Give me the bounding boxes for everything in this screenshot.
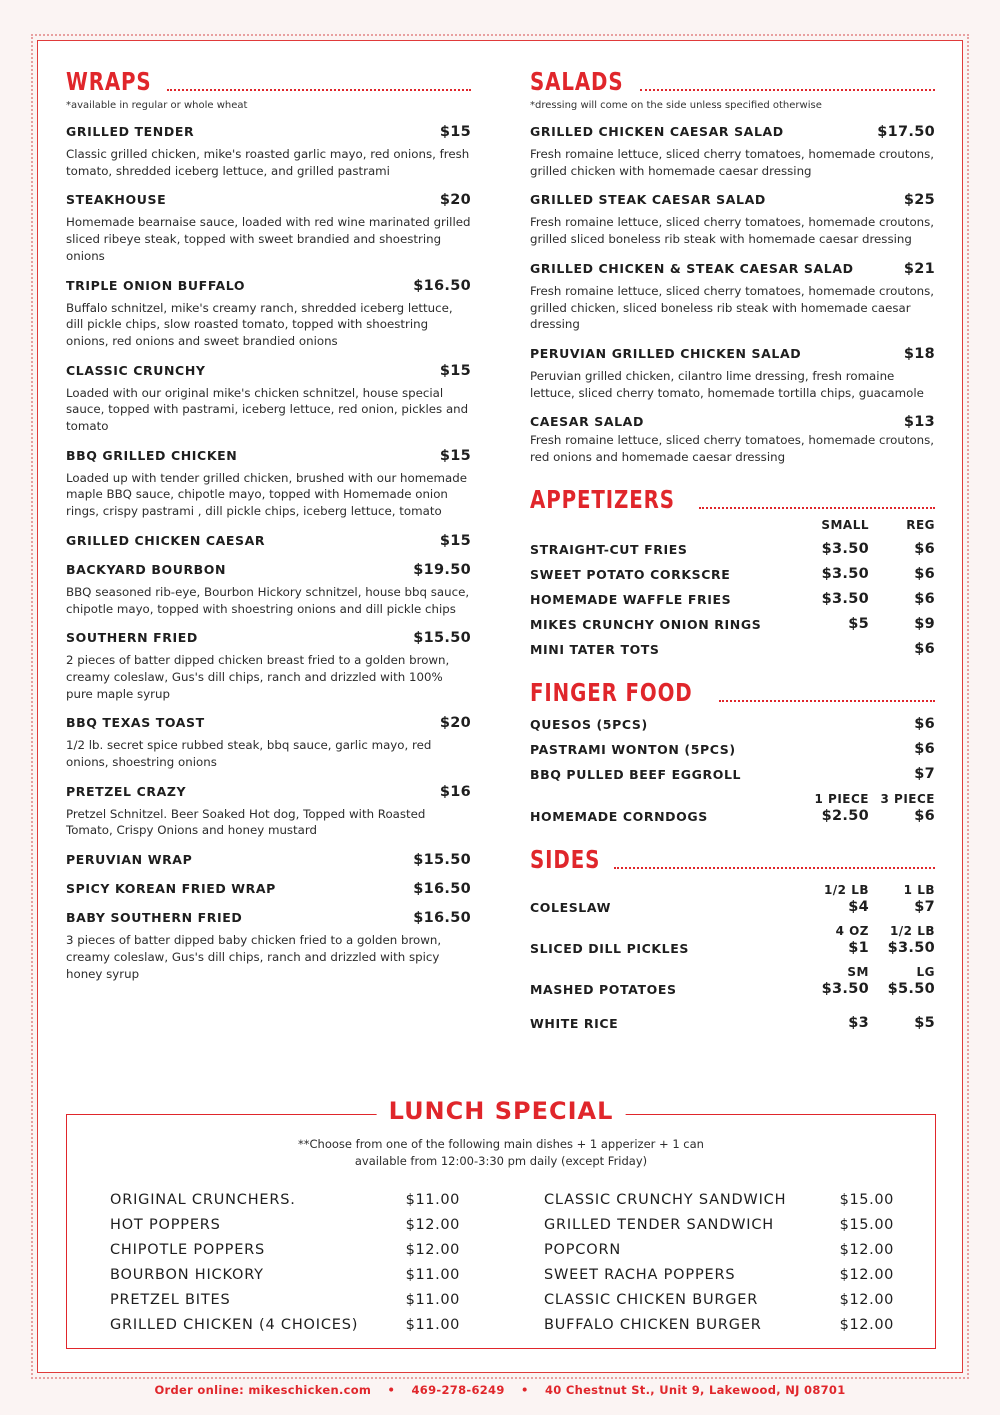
item-price: $5 (848, 615, 869, 632)
wraps-list (66, 124, 471, 982)
menu-item (66, 881, 471, 897)
item-price: $3.50 (887, 939, 935, 956)
item-price: $15 (439, 532, 471, 549)
item-row (66, 363, 471, 379)
item-name: HOMEMADE CORNDOGS (530, 808, 708, 824)
menu-item-corndogs (530, 792, 935, 824)
lunch-item-name: CLASSIC CRUNCHY SANDWICH (544, 1191, 787, 1208)
item-price: $15 (439, 362, 471, 379)
lunch-item-price: $12.00 (839, 1291, 894, 1308)
item-name: PERUVIAN GRILLED CHICKEN SALAD (530, 345, 802, 361)
item-description: Buffalo schnitzel, mike's creamy ranch, shredded iceberg lettuce, dill pickle chips, slow roasted tomato, topped with shoestring onions, red onions and sweet brandied onions (66, 300, 453, 348)
menu-item (66, 562, 471, 617)
item-price: $16 (439, 783, 471, 800)
right-column (530, 66, 935, 1031)
item-row (66, 562, 471, 578)
col-header-small: SMALL (821, 517, 869, 532)
lunch-item-name: GRILLED CHICKEN (4 CHOICES) (110, 1316, 359, 1333)
item-price: $5.50 (887, 980, 935, 997)
lunch-item-price: $12.00 (839, 1316, 894, 1333)
item-description: Loaded with our original mike's chicken schnitzel, house special sauce, topped with pastrami, iceberg lettuce, red onion, pickles and tomato (66, 385, 469, 434)
menu-item (530, 261, 935, 333)
section-divider (719, 700, 935, 702)
item-description: Peruvian grilled chicken, cilantro lime dressing, fresh romaine lettuce, sliced cherry tomato, homemade tortilla chips, guacamole (530, 368, 924, 400)
lunch-item (544, 1237, 894, 1262)
item-row (66, 630, 471, 646)
item-name: MASHED POTATOES (530, 981, 677, 997)
item-name: BACKYARD BOURBON (66, 561, 227, 577)
item-price: $7 (914, 898, 935, 915)
item-row (66, 881, 471, 897)
item-price: $6 (914, 807, 935, 824)
lunch-item-price: $15.00 (839, 1191, 894, 1208)
lunch-item-price: $11.00 (405, 1316, 460, 1333)
price-cell (773, 883, 869, 915)
item-name: GRILLED CHICKEN CAESAR (66, 532, 266, 548)
lunch-item-name: PRETZEL BITES (110, 1291, 231, 1308)
item-price: $3.50 (821, 565, 869, 582)
menu-item (66, 533, 471, 549)
lunch-item (110, 1237, 460, 1262)
footer (0, 1383, 1000, 1397)
item-row (530, 192, 935, 208)
size-label: 3 PIECE (880, 791, 935, 806)
lunch-item (544, 1287, 894, 1312)
salads-section (530, 66, 935, 466)
item-description: Fresh romaine lettuce, sliced cherry tomatoes, homemade croutons, grilled chicken, sliced boneless rib steak with homemade caesar dressing (530, 283, 935, 332)
item-price: $15 (439, 447, 471, 464)
size-label: 4 OZ (835, 923, 869, 938)
lunch-item-price: $11.00 (405, 1191, 460, 1208)
item-price: $17.50 (877, 124, 935, 140)
item-name: GRILLED CHICKEN CAESAR SALAD (530, 124, 784, 139)
item-name: QUESOS (5PCS) (530, 716, 648, 732)
item-price: $20 (439, 192, 471, 209)
menu-item (530, 591, 935, 607)
item-price: $6 (914, 590, 935, 607)
menu-item (530, 924, 935, 956)
menu-item (66, 630, 471, 702)
item-row (66, 124, 471, 140)
item-name: HOMEMADE WAFFLE FRIES (530, 591, 732, 607)
item-price: $5 (914, 1014, 935, 1031)
item-row (530, 261, 935, 277)
item-description: Classic grilled chicken, mike's roasted garlic mayo, red onions, fresh tomato, shredded iceberg lettuce, and grilled pastrami (66, 147, 470, 178)
item-name: CLASSIC CRUNCHY (66, 362, 206, 378)
item-name: PERUVIAN WRAP (66, 852, 193, 868)
footer-separator: • (387, 1383, 396, 1397)
lunch-item (544, 1187, 894, 1212)
finger-food-header (530, 677, 935, 707)
lunch-item-name: SWEET RACHA POPPERS (544, 1266, 736, 1283)
appetizers-col-headers (530, 518, 935, 532)
menu-item (66, 124, 471, 179)
item-name: SOUTHERN FRIED (66, 630, 198, 646)
item-price: $3.50 (821, 980, 869, 997)
lunch-item-name: HOT POPPERS (110, 1216, 221, 1233)
section-divider (167, 89, 471, 91)
menu-item (530, 883, 935, 915)
finger-food-title: FINGER FOOD (530, 677, 693, 707)
item-price: $21 (903, 260, 935, 277)
item-description: BBQ seasoned rib-eye, Bourbon Hickory schnitzel, house bbq sauce, chipotle mayo, topped with shoestring onions and dill pickle chips (66, 584, 470, 616)
menu-item (530, 541, 935, 557)
lunch-item-name: GRILLED TENDER SANDWICH (544, 1216, 775, 1233)
sides-title: SIDES (530, 844, 601, 874)
item-price: $15 (439, 124, 471, 140)
lunch-item-price: $11.00 (405, 1291, 460, 1308)
item-name: COLESLAW (530, 899, 611, 915)
item-price: $16.50 (413, 910, 471, 927)
item-price: $6 (914, 715, 935, 732)
section-divider (640, 89, 935, 91)
item-name: STRAIGHT-CUT FRIES (530, 541, 688, 557)
item-description: Fresh romaine lettuce, sliced cherry tomatoes, homemade croutons, red onions and homemade caesar dressing (530, 433, 935, 465)
item-description: Fresh romaine lettuce, sliced cherry tomatoes, homemade croutons, grilled chicken with homemade caesar dressing (530, 147, 935, 178)
item-name: BBQ PULLED BEEF EGGROLL (530, 766, 742, 782)
item-price: $6 (914, 540, 935, 557)
col-header-reg: REG (906, 517, 935, 532)
item-price: $6 (914, 740, 935, 757)
item-price: $6 (914, 640, 935, 657)
item-description: 3 pieces of batter dipped baby chicken fried to a golden brown, creamy coleslaw, Gus's dill chips, ranch and drizzled with spicy honey syrup (66, 933, 442, 981)
menu-item (530, 766, 935, 782)
item-price: $16.50 (413, 881, 471, 898)
item-name: GRILLED TENDER (66, 124, 195, 139)
lunch-item (544, 1312, 894, 1337)
lunch-right-column (544, 1187, 894, 1337)
lunch-item (544, 1262, 894, 1287)
item-price: $19.50 (413, 561, 471, 578)
appetizers-section (530, 484, 935, 657)
item-price: $3.50 (821, 590, 869, 607)
wraps-section (66, 66, 471, 982)
lunch-item-price: $12.00 (839, 1241, 894, 1258)
item-price: $16.50 (413, 277, 471, 294)
item-name: BBQ GRILLED CHICKEN (66, 447, 238, 463)
item-price: $25 (903, 192, 935, 209)
lunch-note-line: available from 12:00-3:30 pm daily (except Friday) (354, 1154, 648, 1168)
size-label: 1 LB (903, 882, 935, 897)
lunch-item-name: ORIGINAL CRUNCHERS. (110, 1191, 296, 1208)
item-description: 1/2 lb. secret spice rubbed steak, bbq sauce, garlic mayo, red onions, shoestring onions (66, 738, 432, 770)
item-description: Loaded up with tender grilled chicken, brushed with our homemade maple BBQ sauce, chipotle mayo, topped with Homemade onion rings, crispy pastrami , dill pickle chips, iceberg lettuce, tomato (66, 470, 467, 519)
footer-address: 40 Chestnut St., Unit 9, Lakewood, NJ 08701 (544, 1383, 846, 1397)
price-cell (869, 883, 935, 915)
item-price: $4 (848, 898, 869, 915)
price-cell (773, 965, 869, 997)
size-label: 1 PIECE (814, 791, 869, 806)
lunch-item-price: $15.00 (839, 1216, 894, 1233)
item-name: PASTRAMI WONTON (5PCS) (530, 741, 736, 757)
item-name: BABY SOUTHERN FRIED (66, 910, 243, 926)
lunch-item (544, 1212, 894, 1237)
sides-section (530, 844, 935, 1031)
menu-item (530, 414, 935, 465)
wraps-header (66, 66, 471, 96)
lunch-note-line: **Choose from one of the following main dishes + 1 apperizer + 1 can (298, 1137, 704, 1151)
finger-food-list (530, 716, 935, 782)
lunch-special-box (66, 1097, 936, 1349)
size-label: LG (916, 964, 935, 979)
item-row (66, 852, 471, 868)
item-row (530, 414, 935, 430)
item-price: $9 (914, 615, 935, 632)
salads-title: SALADS (530, 67, 624, 96)
price-cell (773, 1015, 869, 1031)
item-name: BBQ TEXAS TOAST (66, 715, 205, 731)
menu-item (66, 278, 471, 350)
item-row (530, 346, 935, 362)
lunch-item-name: BUFFALO CHICKEN BURGER (544, 1316, 762, 1333)
salads-list (530, 124, 935, 466)
item-name: STEAKHOUSE (66, 192, 167, 208)
wraps-title: WRAPS (66, 67, 152, 96)
menu-item (530, 124, 935, 179)
item-description: Homemade bearnaise sauce, loaded with red wine marinated grilled sliced ribeye steak, topped with sweet brandied and shoestring onions (66, 215, 471, 263)
price-cell (869, 924, 935, 956)
size-label: 1/2 LB (823, 882, 869, 897)
item-price: $1 (848, 939, 869, 956)
lunch-special-note (67, 1136, 935, 1170)
menu-item (530, 1015, 935, 1031)
price-cell (869, 965, 935, 997)
item-price: $2.50 (821, 807, 869, 824)
menu-item (66, 448, 471, 520)
item-price: $6 (914, 565, 935, 582)
item-name: PRETZEL CRAZY (66, 783, 187, 799)
menu-item (530, 641, 935, 657)
footer-phone[interactable]: 469-278-6249 (411, 1383, 505, 1397)
footer-separator: • (520, 1383, 529, 1397)
menu-item (66, 852, 471, 868)
appetizers-list (530, 541, 935, 657)
wraps-note: *available in regular or whole wheat (66, 100, 248, 111)
lunch-special-title: LUNCH SPECIAL (377, 1097, 626, 1125)
menu-item (530, 192, 935, 247)
menu-item (66, 715, 471, 770)
price-cell (773, 924, 869, 956)
sides-list (530, 883, 935, 1031)
item-price: $3 (848, 1014, 869, 1031)
menu-page (37, 40, 963, 1373)
section-divider (614, 867, 935, 869)
item-name: CAESAR SALAD (530, 414, 644, 430)
item-row (66, 448, 471, 464)
item-description: 2 pieces of batter dipped chicken breast fried to a golden brown, creamy coleslaw, Gus's dill chips, ranch and drizzled with 100% pure maple syrup (66, 653, 450, 701)
menu-item (66, 192, 471, 264)
item-name: GRILLED STEAK CAESAR SALAD (530, 192, 766, 208)
lunch-item-price: $12.00 (839, 1266, 894, 1283)
menu-item (66, 910, 471, 982)
item-description: Pretzel Schnitzel. Beer Soaked Hot dog, Topped with Roasted Tomato, Crispy Onions and honey mustard (66, 806, 426, 838)
item-row (66, 533, 471, 549)
menu-item (530, 566, 935, 582)
menu-item (530, 716, 935, 732)
lunch-item-name: CLASSIC CHICKEN BURGER (544, 1291, 759, 1308)
item-price: $15.50 (413, 630, 471, 647)
item-price: $20 (439, 715, 471, 732)
lunch-item-name: POPCORN (544, 1241, 621, 1258)
lunch-item (110, 1287, 460, 1312)
menu-item (530, 346, 935, 401)
lunch-item (110, 1187, 460, 1212)
item-description: Fresh romaine lettuce, sliced cherry tomatoes, homemade croutons, grilled sliced boneless rib steak with homemade caesar dressing (530, 215, 935, 247)
lunch-item-name: CHIPOTLE POPPERS (110, 1241, 266, 1258)
item-row (66, 715, 471, 731)
lunch-item-price: $12.00 (405, 1241, 460, 1258)
finger-food-section (530, 677, 935, 824)
item-row (530, 124, 935, 140)
salads-note: *dressing will come on the side unless specified otherwise (530, 100, 822, 111)
lunch-item (110, 1312, 460, 1337)
item-row (66, 192, 471, 208)
menu-item (530, 965, 935, 997)
item-name: GRILLED CHICKEN & STEAK CAESAR SALAD (530, 260, 854, 276)
item-price: $3.50 (821, 540, 869, 557)
salads-header (530, 66, 935, 96)
item-name: SWEET POTATO CORKSCRE (530, 566, 731, 582)
lunch-left-column (110, 1187, 460, 1337)
lunch-item-price: $12.00 (405, 1216, 460, 1233)
item-row (66, 910, 471, 926)
size-label: SM (847, 964, 869, 979)
menu-item (530, 741, 935, 757)
item-row (66, 784, 471, 800)
menu-item (530, 616, 935, 632)
item-name: SLICED DILL PICKLES (530, 940, 689, 956)
item-name: SPICY KOREAN FRIED WRAP (66, 881, 276, 897)
appetizers-header (530, 484, 935, 514)
sides-header (530, 844, 935, 874)
lunch-item-price: $11.00 (405, 1266, 460, 1283)
item-price: $13 (903, 414, 935, 431)
appetizers-title: APPETIZERS (530, 484, 675, 514)
price-cell (869, 1015, 935, 1031)
item-price: $15.50 (413, 852, 471, 869)
item-price: $18 (903, 345, 935, 362)
lunch-item (110, 1212, 460, 1237)
section-divider (699, 507, 935, 509)
footer-order-online[interactable]: Order online: mikeschicken.com (154, 1383, 372, 1397)
menu-item (66, 784, 471, 839)
item-name: TRIPLE ONION BUFFALO (66, 277, 246, 293)
item-name: MIKES CRUNCHY ONION RINGS (530, 616, 762, 632)
size-label: 1/2 LB (889, 923, 935, 938)
item-name: MINI TATER TOTS (530, 641, 660, 657)
item-name: WHITE RICE (530, 1015, 619, 1031)
lunch-item (110, 1262, 460, 1287)
item-row (66, 278, 471, 294)
lunch-item-name: BOURBON HICKORY (110, 1266, 264, 1283)
menu-item (66, 363, 471, 435)
item-price: $7 (914, 765, 935, 782)
